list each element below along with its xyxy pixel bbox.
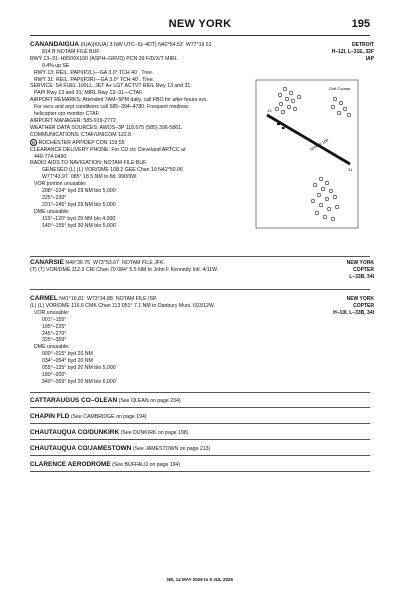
header-rule — [30, 35, 370, 36]
ref-entry — [30, 461, 180, 468]
detail-line — [30, 63, 374, 70]
detail-line: VOR unusable: — [34, 309, 70, 316]
detail-text: DME unusable: — [34, 208, 70, 215]
ref-entry — [30, 397, 181, 404]
detail-text: RWY 31: REIL. PAPI(P2R)—GA 3.0° TCH 40´. Tree. — [34, 76, 155, 83]
ref-entry — [30, 445, 210, 452]
detail-text: 225°–230° — [42, 194, 67, 201]
navaid-freq-line: (T) (T) VOR/DME 112.3 CRI Chan 70 084° 5.5 NM to John F Kennedy Intl. 4/11W. — [30, 266, 219, 273]
ref-entry — [30, 413, 147, 420]
detail-text: helicopter opr monitor CTAF. — [34, 111, 100, 118]
entry-canarsie — [30, 259, 374, 280]
separator — [30, 471, 370, 472]
runway-31-label: 31 — [348, 167, 353, 172]
detail-text: RWY 13: REIL. PAPI(P2L)—GA 3.0° TCH 40´. Tree. — [34, 69, 154, 76]
airport-name: CANANDAIGUA — [30, 41, 80, 48]
chart-ref-2: COPTER — [353, 266, 374, 273]
detail-line: 055°–135° byd 20 NM blo 5,000´ — [42, 365, 118, 372]
detail-line: 245°–270° — [42, 330, 67, 337]
separator — [30, 439, 370, 440]
detail-text: 440-774-0490. — [34, 153, 68, 160]
ref-name: CLARENCE AERODROME — [30, 461, 111, 468]
chart-ref-1: DETROIT — [352, 42, 374, 48]
page-number: 195 — [351, 18, 370, 30]
ref-see: (See OLEAN on page 234) — [118, 398, 181, 404]
trees-cluster-top — [275, 87, 301, 114]
chart-ref-1: NEW YORK — [346, 260, 374, 266]
detail-text: 208°–224° byd 29 NM blo 5,000´ — [42, 188, 118, 195]
detail-text: For svcs and arpt conditions call 585–394–4780. Frequent medivac — [34, 104, 189, 111]
detail-line — [30, 56, 374, 63]
ref-see: (See CAMBRIDGE on page 194) — [70, 414, 147, 420]
airport-diagram — [255, 79, 359, 229]
detail-line: 180°–200° — [42, 371, 67, 378]
chart-ref-3: IAP — [365, 55, 374, 62]
runway-13-label: 13 — [267, 108, 272, 113]
detail-text: CLEARANCE DELIVERY PHONE: For CD ctc Cleveland ARTCC at — [30, 146, 186, 153]
detail-text: RWY 13–31: H5500X100 (ASPH–GRVD) PCN 39 F/D/X/T MIRL — [30, 55, 178, 62]
chart-ref-2: H–10I, L–33B, 34I — [333, 309, 374, 316]
detail-text: 115°–120° byd 29 NM blo 4,000´ — [42, 215, 117, 222]
detail-line: 340°–359° byd 20 NM blo 6,000´ — [42, 378, 118, 385]
separator — [30, 423, 370, 424]
effective-dates-footer: NE, 14 MAY 2026 to 9 JUL 2026 — [167, 577, 233, 582]
ref-name: CHAUTAUQUA CO/JAMESTOWN — [30, 445, 132, 452]
detail-line: 034°–054° byd 20 NM — [42, 358, 93, 365]
chart-ref-1: NEW YORK — [346, 296, 374, 302]
navaid-name: CARMEL — [30, 295, 58, 302]
trees-cluster-bottom — [311, 177, 339, 221]
runway-13-31 — [267, 115, 350, 164]
separator — [30, 289, 370, 290]
detail-text: PAPI Rwy 13 and 31; MIRL Rwy 13–31—CTAF. — [34, 90, 144, 97]
page-title: NEW YORK — [168, 18, 232, 30]
detail-text: W77°43.97´ 085° 18.5 NM to fld. 990/9W. — [42, 174, 138, 181]
detail-line: 195°–225° — [42, 323, 67, 330]
detail-text: VOR portion unusable: — [34, 181, 87, 188]
ref-entry — [30, 429, 188, 436]
detail-text: AIRPORT MANAGER: 585-919-2772 — [30, 117, 116, 124]
ref-name: CATTARAUGUS CO–OLEAN — [30, 397, 118, 404]
detail-text: GENESEO (L) (L) VOR/DME 108.2 GEE Chan 19 N42°50.06´ — [42, 167, 185, 174]
airport-header-info: (IUA)(KIUA) 3 NW UTC–5(–4DT) N42°54.53´ W77°19.51´ — [80, 42, 214, 48]
entry-carmel — [30, 296, 374, 386]
trees-cluster-right — [331, 97, 351, 117]
separator — [30, 407, 370, 408]
detail-text: 0.4% up SE — [42, 62, 70, 69]
navaid-freq-line: (L) (L) VOR/DME 116.6 CMK Chan 113 051° 7.1 NM to Danbury Muni. 693/12W. — [30, 302, 215, 309]
detail-text: WEATHER DATA SOURCES: AWOS–3P 118.675 (585) 396-5861. — [30, 124, 183, 131]
detail-text: RADIO AIDS TO NAVIGATION: NOTAM FILE BUF. — [30, 160, 148, 167]
ref-see: (See BUFFALO on page 194) — [112, 462, 181, 468]
ref-see: (See JAMESTOWN on page 213) — [132, 446, 211, 452]
golf-course-label: Golf Course — [329, 86, 351, 91]
navaid-coords: N41°16.81´ W73°34.88´ NOTAM FILE ISP. — [59, 296, 158, 302]
detail-text: COMMUNICATIONS: CTAF/UNICOM 122.8 — [30, 131, 131, 138]
radar-r-icon: R — [30, 139, 37, 146]
chart-ref-2: H–12I, L–31E, 32F — [331, 48, 374, 55]
detail-text: 231°–245° byd 29 NM blo 5,000´ — [42, 201, 118, 208]
separator — [30, 455, 370, 456]
separator — [30, 256, 370, 257]
airport-header-line2: 814 B NOTAM FILE BUF — [42, 48, 100, 55]
chart-refs — [333, 296, 374, 317]
navaid-coords: N40°36.75´ W73°53.67´ NOTAM FILE JFK. — [65, 260, 165, 266]
ref-name: CHAUTAUQUA CO/DUNKIRK — [30, 429, 120, 436]
runway-dimensions-label: 5500 X 100 — [309, 137, 330, 152]
detail-text: ROCHESTER APP/DEP CON 119.55 — [38, 139, 125, 146]
ref-see: (See DUNKIRK on page 198) — [120, 430, 189, 436]
ref-name: CHAPIN FLD — [30, 413, 70, 420]
page-header — [0, 14, 400, 38]
navaid-details — [30, 310, 374, 386]
chart-refs — [332, 42, 374, 63]
chart-ref-copter: COPTER — [353, 302, 374, 309]
detail-line: 325°–359° — [42, 337, 67, 344]
detail-text: 140°–155° byd 30 NM blo 5,000´ — [42, 222, 118, 229]
detail-text: SERVICE: S4 FUEL 100LL, JET A+ LGT ACTVT REIL Rwy 13 and 31; — [30, 83, 192, 90]
chart-refs — [347, 260, 374, 281]
detail-line: 000°–015° byd 20 NM — [42, 351, 93, 358]
detail-line: DME unusable: — [34, 344, 70, 351]
separator — [30, 392, 370, 393]
navaid-name: CANARSIE — [30, 259, 64, 266]
detail-line: 001°–155° — [42, 316, 67, 323]
detail-text: AIRPORT REMARKS: Attended 7AM–5PM daily, call FBO for after hours svc. — [30, 97, 208, 104]
detail-line — [30, 70, 374, 77]
chart-ref-3: L–33B, 34I — [349, 273, 374, 280]
